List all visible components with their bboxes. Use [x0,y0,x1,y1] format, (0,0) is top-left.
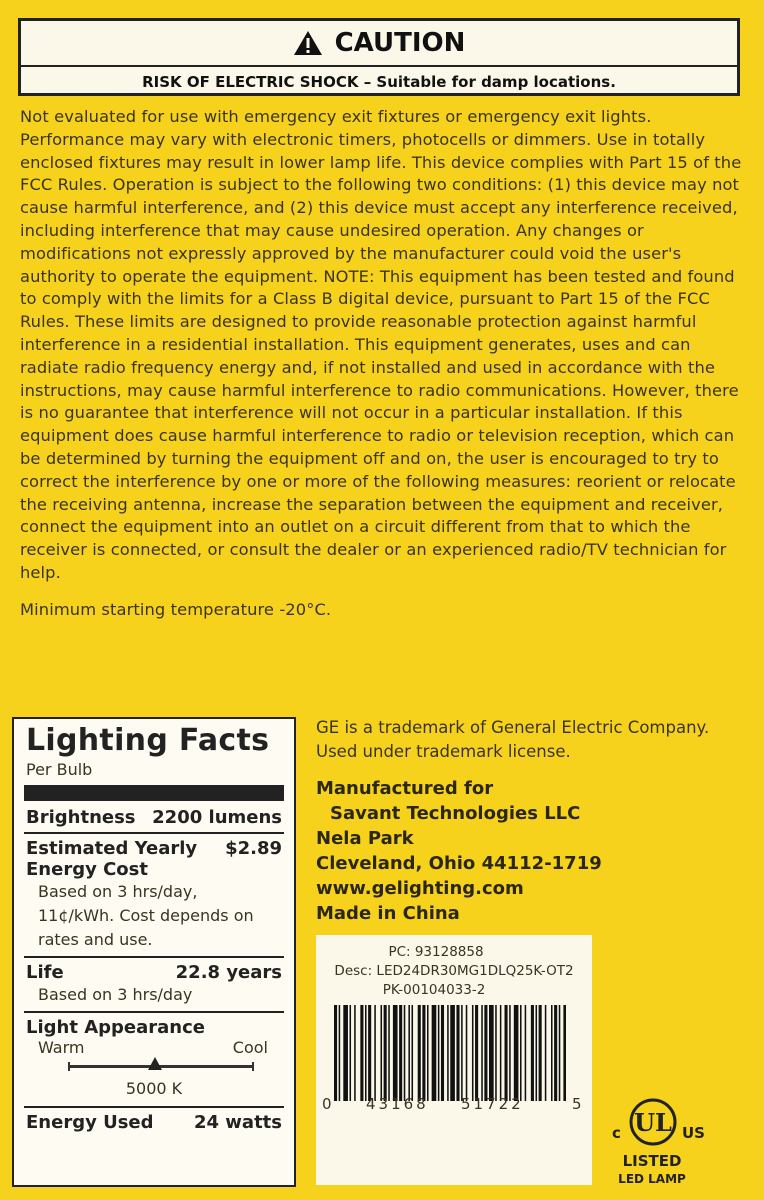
barcode-panel [316,935,592,1185]
product-code: PC: 93128858 [388,944,484,960]
barcode-bar [438,1005,440,1101]
lighting-facts-title: Lighting Facts [26,723,270,758]
barcode-bar [447,1005,449,1101]
color-temperature-scale [68,1057,254,1079]
cool-label: Cool [232,1038,268,1057]
barcode-bar [531,1005,534,1101]
barcode-bar [354,1005,356,1101]
barcode-bar [339,1005,341,1101]
barcode-bar [559,1005,561,1101]
life-note: Based on 3 hrs/day [38,985,193,1004]
barcode-bar [500,1005,502,1101]
barcode-bar [456,1005,459,1101]
light-appearance-row [24,1013,284,1108]
life-row [24,958,284,1013]
barcode-bar [432,1005,437,1101]
barcode-bar [461,1005,463,1101]
legal-text [20,106,750,622]
color-temperature-value: 5000 K [125,1079,183,1098]
energy-cost-label-1: Estimated Yearly [26,838,198,859]
barcode-bar [539,1005,542,1101]
energy-cost-label-2: Energy Cost [26,859,148,880]
product-description: Desc: LED24DR30MG1DLQ25K-OT2 [334,963,574,979]
barcode-bar [393,1005,398,1101]
barcode-bar [374,1005,376,1101]
barcode-bar [388,1005,390,1101]
brightness-label: Brightness [26,807,136,828]
light-appearance-label: Light Appearance [26,1017,205,1038]
manufacturer-website: www.gelighting.com [316,878,524,899]
energy-used-row [24,1108,284,1137]
ul-listed-text [606,1152,698,1188]
ul-c-mark: c [612,1124,621,1142]
barcode-bar [475,1005,478,1101]
barcode-digits [316,1093,592,1119]
barcode-bar [563,1005,566,1101]
manufacturer-block [316,776,756,926]
barcode-bar [520,1005,522,1101]
energy-cost-value: $2.89 [225,838,282,859]
barcode-bar [412,1005,414,1101]
barcode-bar [381,1005,383,1101]
trademark-notice [316,716,756,764]
barcode-bar [343,1005,348,1101]
barcode-group-right: 51722 [461,1095,524,1113]
scale-tick-left [68,1062,70,1071]
energy-used-value: 24 watts [193,1112,282,1133]
brightness-row [24,803,284,834]
ul-product-type: LED LAMP [618,1172,686,1186]
caution-header [21,21,737,67]
scale-tick-right [252,1062,254,1071]
barcode-bar [422,1005,425,1101]
barcode-bar [350,1005,352,1101]
trademark-line-1: GE is a trademark of General Electric Company. [316,718,710,737]
life-value: 22.8 years [175,962,282,983]
barcode-digit-last: 5 [572,1095,582,1113]
brightness-value: 2200 lumens [152,807,282,828]
barcode-bar [484,1005,487,1101]
barcode-bar [427,1005,429,1101]
barcode-bar [360,1005,363,1101]
ul-us-mark: US [682,1124,705,1142]
caution-subtitle: RISK OF ELECTRIC SHOCK – Suitable for damp locations. [142,73,616,91]
barcode-bar [334,1005,337,1101]
ul-mark: UL [634,1108,672,1137]
barcode-bar [368,1005,371,1101]
barcode-bar [365,1005,367,1101]
barcode-bar [489,1005,494,1101]
ul-listed-label: LISTED [622,1152,682,1170]
energy-cost-row [24,834,284,958]
warning-triangle-icon [293,29,323,57]
caution-box [18,18,740,96]
life-label: Life [26,962,64,983]
barcode-bar [466,1005,468,1101]
fcc-notice: Not evaluated for use with emergency exit fixtures or emergency exit lights. Performance may vary with electronic timers, photocells or dimmers. Use in totally enclosed fixtures may result in lower lamp life. This device complies with Part 15 of the FCC Rules. Operation is subject to the following two conditions: (1) this device may not cause harmful interference, and (2) this device must accept any interference received, including interference that may cause undesired operation. Any changes or modifications not expressly approved by the manufacturer could void the user's authority to operate the equipment. NOTE: This equipment has been tested and found to comply with the limits for a Class B digital device, pursuant to Part 15 of the FCC Rules. These limits are designed to provide reasonable protection against harmful interference in a residential installation. This equipment generates, uses and can radiate radio frequency energy and, if not installed and used in accordance with the instructions, may cause harmful interference to radio communications. However, there is no guarantee that interference will not occur in a particular installation. If this equipment does cause harmful interference to radio or television reception, which can be determined by turning the equipment off and on, the user is encouraged to try to correct the interference by one or more of the following measures: reorient or relocate the receiving antenna, increase the separation between the equipment and receiver, connect the equipment into an outlet on a circuit different from that to which the receiver is connected, or consult the dealer or an experienced radio/TV technician for help. [20,107,742,582]
barcode-bar [384,1005,387,1101]
energy-used-label: Energy Used [26,1112,154,1133]
barcode-bar [441,1005,444,1101]
barcode-bar [525,1005,527,1101]
country-of-origin: Made in China [316,903,460,924]
divider-bar [24,785,284,801]
package-code: PK-00104033-2 [382,982,486,998]
trademark-line-2: Used under trademark license. [316,742,571,761]
barcode-bars [334,1005,566,1101]
barcode-bar [472,1005,474,1101]
scale-marker-icon [148,1057,162,1070]
manufacturer-name: Savant Technologies LLC [330,803,581,824]
barcode-bar [536,1005,538,1101]
temperature-note: Minimum starting temperature -20°C. [20,599,332,619]
barcode-bar [408,1005,410,1101]
barcode-bar [545,1005,547,1101]
energy-cost-note: Based on 3 hrs/day, 11¢/kWh. Cost depends on rates and use. [38,882,254,949]
barcode-bar [481,1005,483,1101]
barcode-bar [509,1005,511,1101]
barcode-bar [399,1005,402,1101]
barcode-bar [554,1005,557,1101]
barcode-bar [505,1005,508,1101]
caution-title: CAUTION [334,28,466,58]
barcode-bar [495,1005,497,1101]
manufacturer-address-1: Nela Park [316,828,414,849]
barcode-bar [450,1005,455,1101]
barcode-bar [551,1005,553,1101]
lighting-facts-panel [12,717,296,1187]
warm-label: Warm [38,1038,85,1057]
manufacturer-line-1: Manufactured for [316,778,494,799]
barcode-bar [514,1005,519,1101]
barcode-digit-first: 0 [322,1095,332,1113]
barcode-bar [418,1005,421,1101]
manufacturer-address-2: Cleveland, Ohio 44112-1719 [316,853,602,874]
barcode-group-left: 43168 [366,1095,429,1113]
per-bulb-label: Per Bulb [26,760,93,779]
barcode-bar [404,1005,406,1101]
